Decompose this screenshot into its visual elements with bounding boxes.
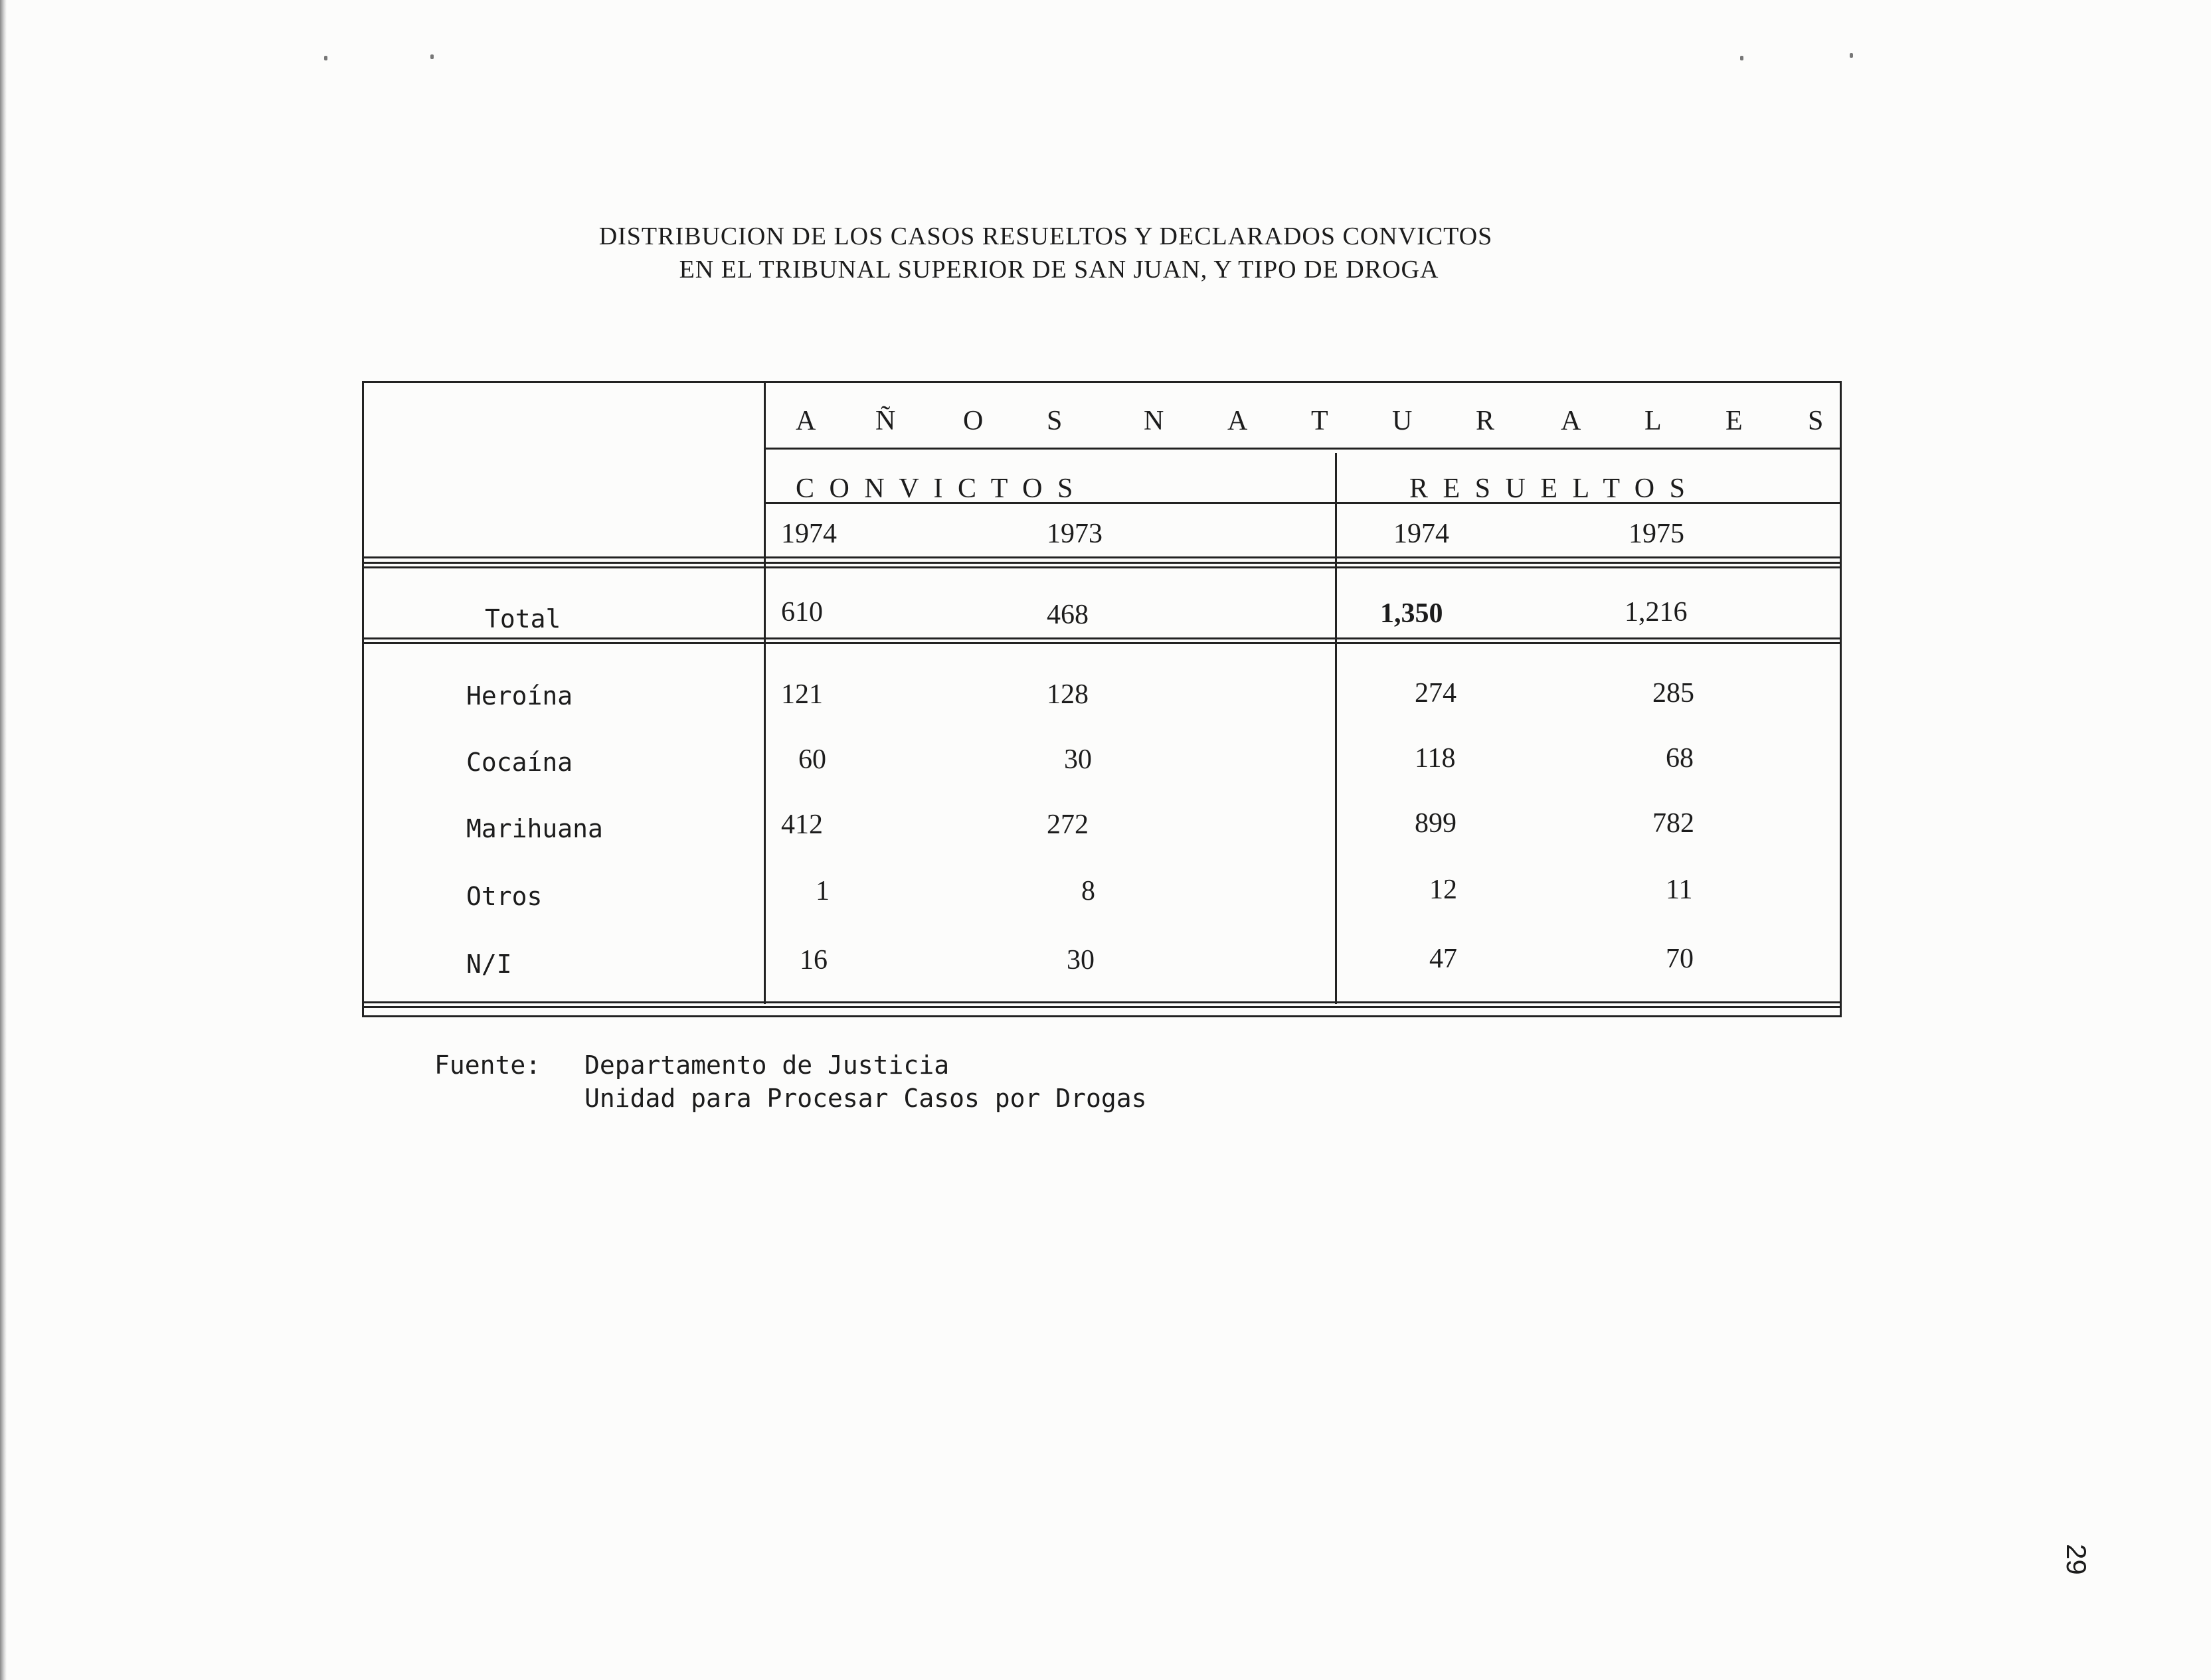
table-cell: 274 xyxy=(1415,678,1457,709)
table-cell: 272 xyxy=(1047,809,1089,840)
super-header-letter: A xyxy=(1227,406,1248,436)
super-header-letter: O xyxy=(963,406,984,436)
table-cell: 30 xyxy=(1067,945,1095,975)
row-label: Otros xyxy=(466,882,543,911)
row-label: Heroína xyxy=(466,681,573,711)
table-cell: 1 xyxy=(816,876,830,906)
table-double-rule xyxy=(363,637,1842,644)
table-double-rule xyxy=(363,562,1842,568)
super-header-letter: A xyxy=(1561,406,1581,436)
year-header: 1974 xyxy=(781,519,837,549)
scan-speck xyxy=(1740,56,1743,60)
group-header-convictos: C O N V I C T O S xyxy=(796,473,1077,504)
table-cell: 121 xyxy=(781,679,823,710)
scan-speck xyxy=(430,54,434,59)
row-label: Cocaína xyxy=(466,748,573,777)
scan-left-edge xyxy=(0,0,7,1680)
scan-speck xyxy=(324,56,327,60)
row-label: Marihuana xyxy=(466,814,603,843)
super-header-letter: Ñ xyxy=(875,406,896,436)
table-cell: 30 xyxy=(1064,744,1092,775)
table-cell: 128 xyxy=(1047,679,1089,710)
source-label: Fuente: xyxy=(434,1050,541,1080)
source-line-1: Departamento de Justicia xyxy=(584,1050,950,1080)
table-cell: 68 xyxy=(1666,743,1694,774)
super-header-letter: L xyxy=(1644,406,1662,436)
row-label: N/I xyxy=(466,950,512,979)
row-label: Total xyxy=(485,604,561,633)
page-number: 29 xyxy=(2061,1544,2092,1575)
super-header-letter: S xyxy=(1808,406,1824,436)
group-header-resueltos: R E S U E L T O S xyxy=(1409,473,1689,504)
super-header-letter: E xyxy=(1725,406,1743,436)
table-cell: 8 xyxy=(1081,876,1095,906)
table-cell: 610 xyxy=(781,597,823,628)
table-rule xyxy=(363,556,1842,558)
table-rule xyxy=(764,448,1842,450)
year-header: 1975 xyxy=(1629,519,1684,549)
table-cell: 70 xyxy=(1666,944,1694,974)
table-cell: 1,350 xyxy=(1380,598,1443,629)
table-cell: 1,216 xyxy=(1625,597,1688,628)
super-header-letter: A xyxy=(796,406,816,436)
table-divider-groups xyxy=(1335,453,1337,1004)
super-header-letter: R xyxy=(1476,406,1495,436)
super-header-letter: S xyxy=(1047,406,1063,436)
year-header: 1974 xyxy=(1393,519,1449,549)
document-title-line-2: EN EL TRIBUNAL SUPERIOR DE SAN JUAN, Y TIPO DE DROGA xyxy=(679,256,1439,284)
table-cell: 782 xyxy=(1652,808,1694,839)
document-title-line-1: DISTRIBUCION DE LOS CASOS RESUELTOS Y DECLARADOS CONVICTOS xyxy=(598,222,1493,250)
table-cell: 60 xyxy=(798,744,826,775)
table-cell: 12 xyxy=(1429,875,1457,905)
table-cell: 468 xyxy=(1047,600,1089,630)
super-header-letter: N xyxy=(1144,406,1164,436)
table-cell: 11 xyxy=(1666,875,1693,905)
year-header: 1973 xyxy=(1047,519,1103,549)
scan-speck xyxy=(1850,53,1853,58)
source-line-2: Unidad para Procesar Casos por Drogas xyxy=(584,1084,1147,1113)
table-divider-label-column xyxy=(764,382,766,1004)
table-cell: 412 xyxy=(781,809,823,840)
super-header-letter: T xyxy=(1311,406,1328,436)
table-double-rule xyxy=(363,1001,1842,1008)
table-cell: 118 xyxy=(1415,743,1456,774)
table-cell: 47 xyxy=(1429,944,1457,974)
table-cell: 899 xyxy=(1415,808,1457,839)
table-cell: 285 xyxy=(1652,678,1694,709)
table-cell: 16 xyxy=(800,945,828,975)
super-header-letter: U xyxy=(1392,406,1413,436)
